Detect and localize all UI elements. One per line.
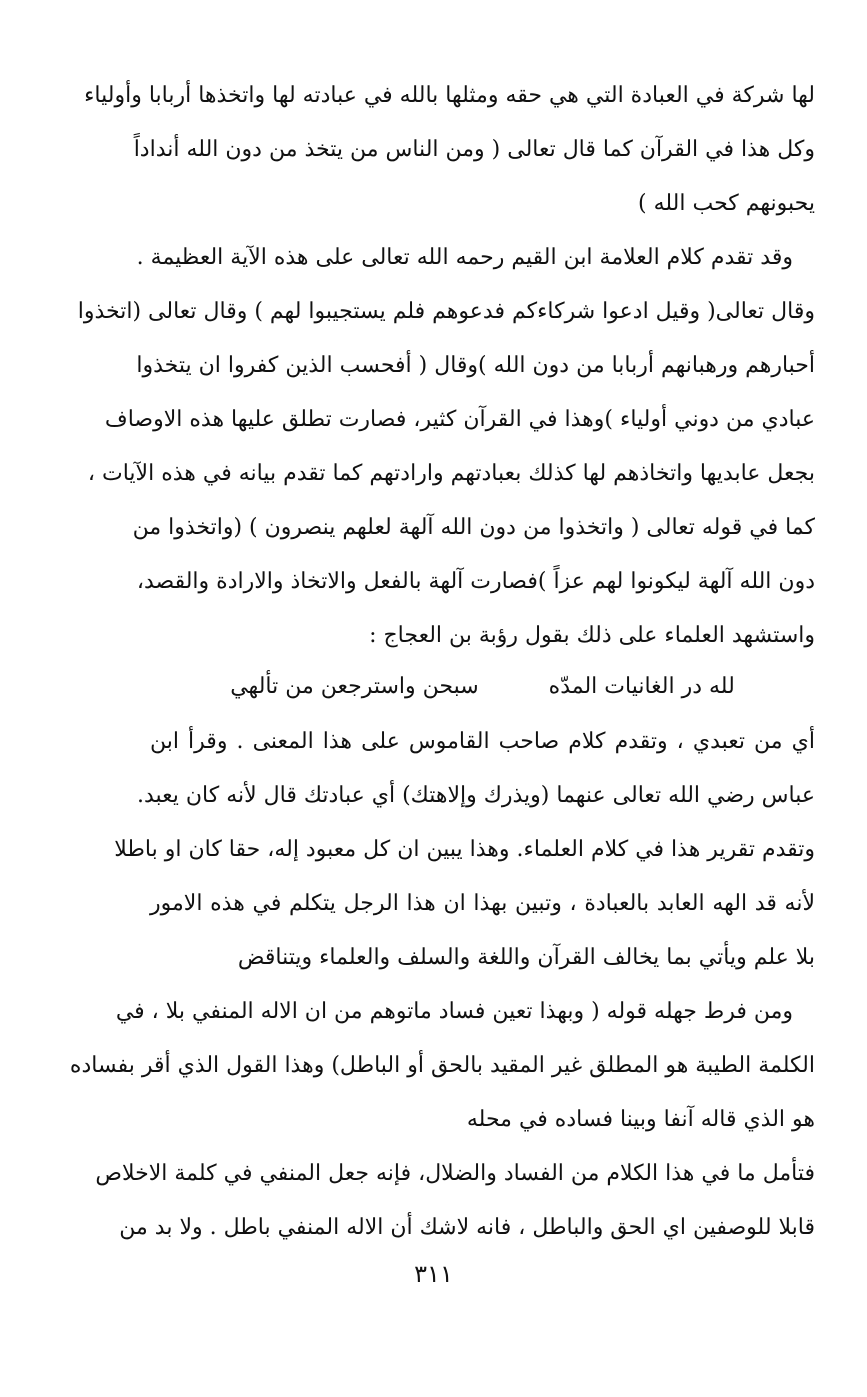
text-line: دون الله آلهة ليكونوا لهم عزاً )فصارت آلهة بالفعل والاتخاذ والارادة والقصد، [136, 569, 815, 594]
text-line: يحبونهم كحب الله ) [638, 191, 815, 216]
text-line: وكل هذا في القرآن كما قال تعالى ( ومن الناس من يتخذ من دون الله أنداداً [133, 137, 815, 162]
text-line: وقد تقدم كلام العلامة ابن القيم رحمه الله تعالى على هذه الآية العظيمة . [136, 245, 793, 270]
poetry-verse [150, 667, 815, 707]
verse-second-hemistich: سبحن واسترجعن من تألهي [230, 674, 479, 699]
page-number: ٣١١ [414, 1260, 453, 1288]
text-line: بلا علم ويأتي بما يخالف القرآن واللغة والسلف والعلماء ويتناقض [237, 945, 815, 970]
text-line: كما في قوله تعالى ( واتخذوا من دون الله آلهة لعلهم ينصرون ) (واتخذوا من [132, 515, 815, 540]
text-line: هو الذي قاله آنفا وبينا فساده في محله [466, 1107, 815, 1132]
text-line: عبادي من دوني أولياء )وهذا في القرآن كثير، فصارت تطلق عليها هذه الاوصاف [104, 407, 815, 432]
text-line: بجعل عابديها واتخاذهم لها كذلك بعبادتهم وارادتهم كما تقدم بيانه في هذه الآيات ، [87, 461, 815, 486]
text-line: الكلمة الطيبة هو المطلق غير المقيد بالحق أو الباطل) وهذا القول الذي أقر بفساده [69, 1053, 815, 1078]
text-line: لأنه قد الهه العابد بالعبادة ، وتبين بهذا ان هذا الرجل يتكلم في هذه الامور [150, 891, 815, 916]
text-line: أحبارهم ورهبانهم أربابا من دون الله )وقال ( أفحسب الذين كفروا ان يتخذوا [136, 353, 815, 378]
text-line: وتقدم تقرير هذا في كلام العلماء. وهذا يبين ان كل معبود إله، حقا كان او باطلا [114, 837, 815, 862]
text-line: أي من تعبدي ، وتقدم كلام صاحب القاموس على هذا المعنى . وقرأ ابن [150, 729, 815, 754]
text-line: ومن فرط جهله قوله ( وبهذا تعين فساد ماتوهم من ان الاله المنفي بلا ، في [115, 999, 793, 1024]
text-line: لها شركة في العبادة التي هي حقه ومثلها بالله في عبادته لها واتخذها أربابا وأولياء [84, 83, 815, 108]
text-line: قابلا للوصفين اي الحق والباطل ، فانه لاشك أن الاله المنفي باطل . ولا بد من [119, 1215, 815, 1240]
text-line: وقال تعالى( وقيل ادعوا شركاءكم فدعوهم فلم يستجيبوا لهم ) وقال تعالى (اتخذوا [77, 299, 815, 324]
text-line: واستشهد العلماء على ذلك بقول رؤبة بن العجاج : [369, 623, 815, 648]
verse-first-hemistich: لله در الغانيات المدّه [548, 674, 735, 699]
text-line: عباس رضي الله تعالى عنهما (ويذرك وإلاهتك) أي عبادتك قال لأنه كان يعبد. [136, 783, 815, 808]
text-line: فتأمل ما في هذا الكلام من الفساد والضلال، فإنه جعل المنفي في كلمة الاخلاص [95, 1161, 815, 1186]
